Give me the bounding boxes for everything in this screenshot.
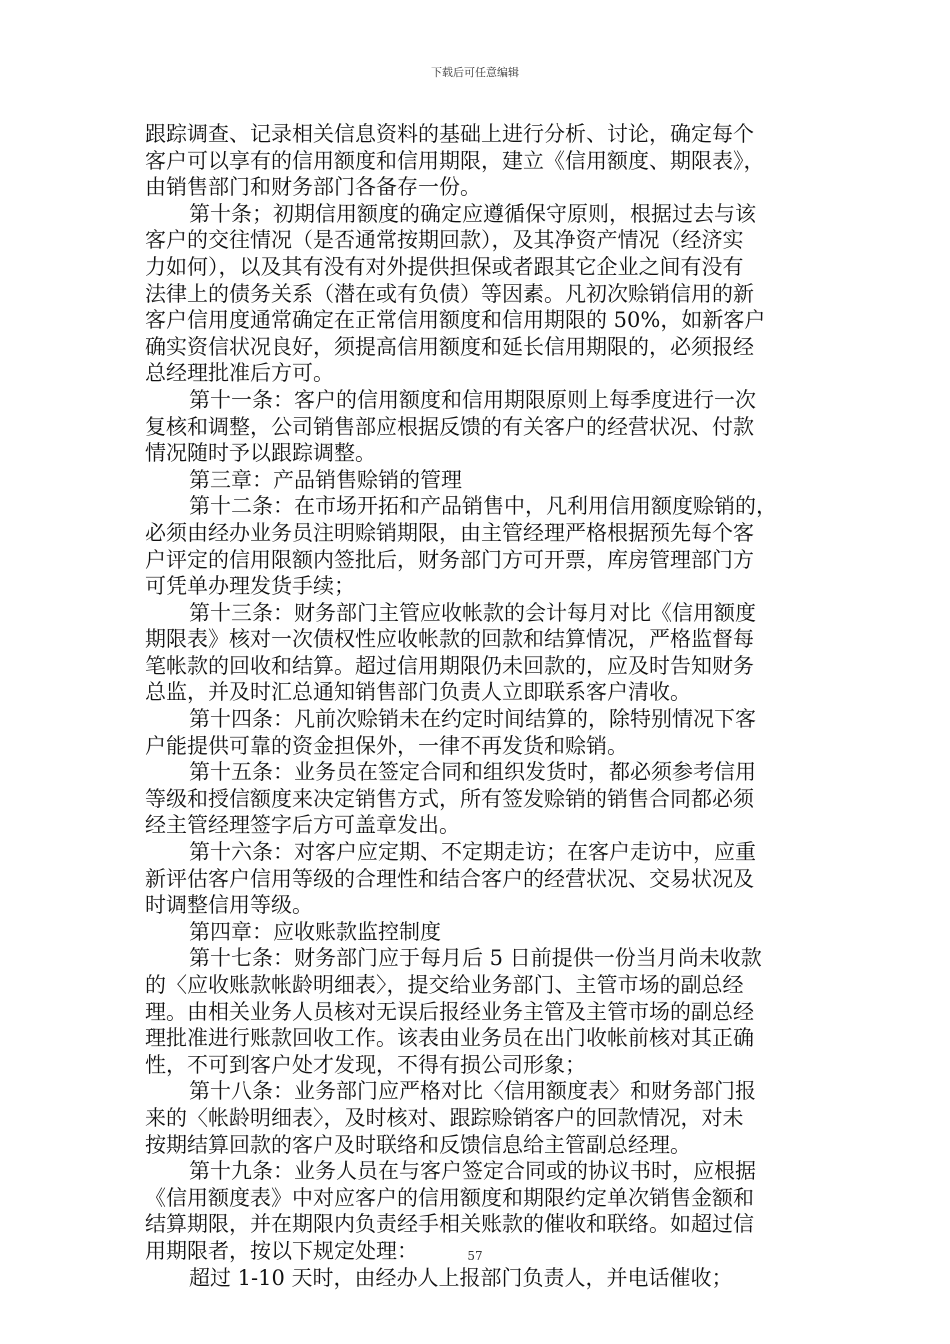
text-line: 跟踪调查、记录相关信息资料的基础上进行分析、讨论，确定每个 — [145, 122, 754, 146]
text-line: 必须由经办业务员注明赊销期限，由主管经理严格根据预先每个客 — [145, 520, 754, 545]
text-line: 户评定的信用限额内签批后，财务部门方可开票，库房管理部门方 — [145, 547, 754, 572]
text-line: 理批准进行账款回收工作。该表由业务员在出门收帐前核对其正确 — [145, 1026, 754, 1051]
text-line: 客户可以享有的信用额度和信用期限，建立《信用额度、期限表》， — [145, 148, 765, 173]
text-line: 第十二条：在市场开拓和产品销售中，凡利用信用额度赊销的， — [189, 494, 777, 519]
page-header: 下载后可任意编辑 — [431, 66, 519, 79]
text-line: 笔帐款的回收和结算。超过信用期限仍未回款的，应及时告知财务 — [145, 653, 754, 678]
text-line: 经主管经理签字后方可盖章发出。 — [145, 813, 460, 838]
text-line: 第十九条：业务人员在与客户签定合同或的协议书时，应根据 — [189, 1159, 756, 1184]
text-line: 用期限者，按以下规定处理： — [145, 1238, 418, 1263]
text-line: 总监，并及时汇总通知销售部门负责人立即联系客户清收。 — [145, 680, 691, 705]
text-line: 性，不可到客户处才发现，不得有损公司形象； — [145, 1052, 586, 1077]
text-line: 情况随时予以跟踪调整。 — [145, 441, 376, 466]
text-line: 第三章：产品销售赊销的管理 — [189, 467, 462, 492]
text-line: 的〈应收账款帐龄明细表〉，提交给业务部门、主管市场的副总经 — [145, 973, 744, 997]
text-line: 第十七条：财务部门应于每月后 5 日前提供一份当月尚未收款 — [189, 946, 762, 971]
text-line: 时调整信用等级。 — [145, 893, 313, 918]
text-line: 户能提供可靠的资金担保外，一律不再发货和赊销。 — [145, 733, 628, 758]
text-line: 第十五条：业务员在签定合同和组织发货时，都必须参考信用 — [189, 760, 756, 785]
text-line: 来的〈帐龄明细表〉，及时核对、跟踪赊销客户的回款情况，对未 — [145, 1105, 744, 1130]
text-line: 客户信用度通常确定在正常信用额度和信用期限的 50%，如新客户 — [145, 308, 766, 333]
text-line: 第十八条：业务部门应严格对比〈信用额度表〉和财务部门报 — [189, 1079, 756, 1104]
text-line: 超过 1-10 天时，由经办人上报部门负责人，并电话催收； — [189, 1265, 733, 1290]
text-line: 力如何），以及其有没有对外提供担保或者跟其它企业之间有没有 — [145, 254, 744, 279]
text-line: 期限表》核对一次债权性应收帐款的回款和结算情况，严格监督每 — [145, 627, 754, 652]
text-line: 新评估客户信用等级的合理性和结合客户的经营状况、交易状况及 — [145, 866, 754, 891]
text-line: 第十条；初期信用额度的确定应遵循保守原则，根据过去与该 — [189, 201, 756, 226]
text-line: 按期结算回款的客户及时联络和反馈信息给主管副总经理。 — [145, 1132, 691, 1157]
text-line: 可凭单办理发货手续； — [145, 574, 355, 599]
text-line: 第十一条：客户的信用额度和信用期限原则上每季度进行一次 — [189, 387, 756, 412]
text-line: 第十四条：凡前次赊销未在约定时间结算的，除特别情况下客 — [189, 707, 756, 732]
text-line: 理。由相关业务人员核对无误后报经业务主管及主管市场的副总经 — [145, 999, 754, 1024]
text-line: 第十三条：财务部门主管应收帐款的会计每月对比《信用额度 — [189, 600, 756, 625]
text-line: 总经理批准后方可。 — [145, 361, 334, 386]
text-line: 确实资信状况良好，须提高信用额度和延长信用期限的，必须报经 — [145, 334, 754, 359]
text-line: 法律上的债务关系（潜在或有负债）等因素。凡初次赊销信用的新 — [145, 281, 754, 306]
page-number: 57 — [467, 1249, 483, 1263]
text-line: 复核和调整，公司销售部应根据反馈的有关客户的经营状况、付款 — [145, 414, 754, 439]
document-body — [145, 121, 813, 1291]
text-line: 第十六条：对客户应定期、不定期走访；在客户走访中，应重 — [189, 840, 756, 865]
text-line: 等级和授信额度来决定销售方式，所有签发赊销的销售合同都必须 — [145, 786, 754, 811]
text-line: 由销售部门和财务部门各备存一份。 — [145, 175, 481, 200]
text-line: 《信用额度表》中对应客户的信用额度和期限约定单次销售金额和 — [145, 1185, 754, 1210]
text-line: 结算期限，并在期限内负责经手相关账款的催收和联络。如超过信 — [145, 1212, 754, 1237]
text-line: 客户的交往情况（是否通常按期回款），及其净资产情况（经济实 — [145, 228, 744, 253]
text-line: 第四章：应收账款监控制度 — [189, 919, 441, 944]
